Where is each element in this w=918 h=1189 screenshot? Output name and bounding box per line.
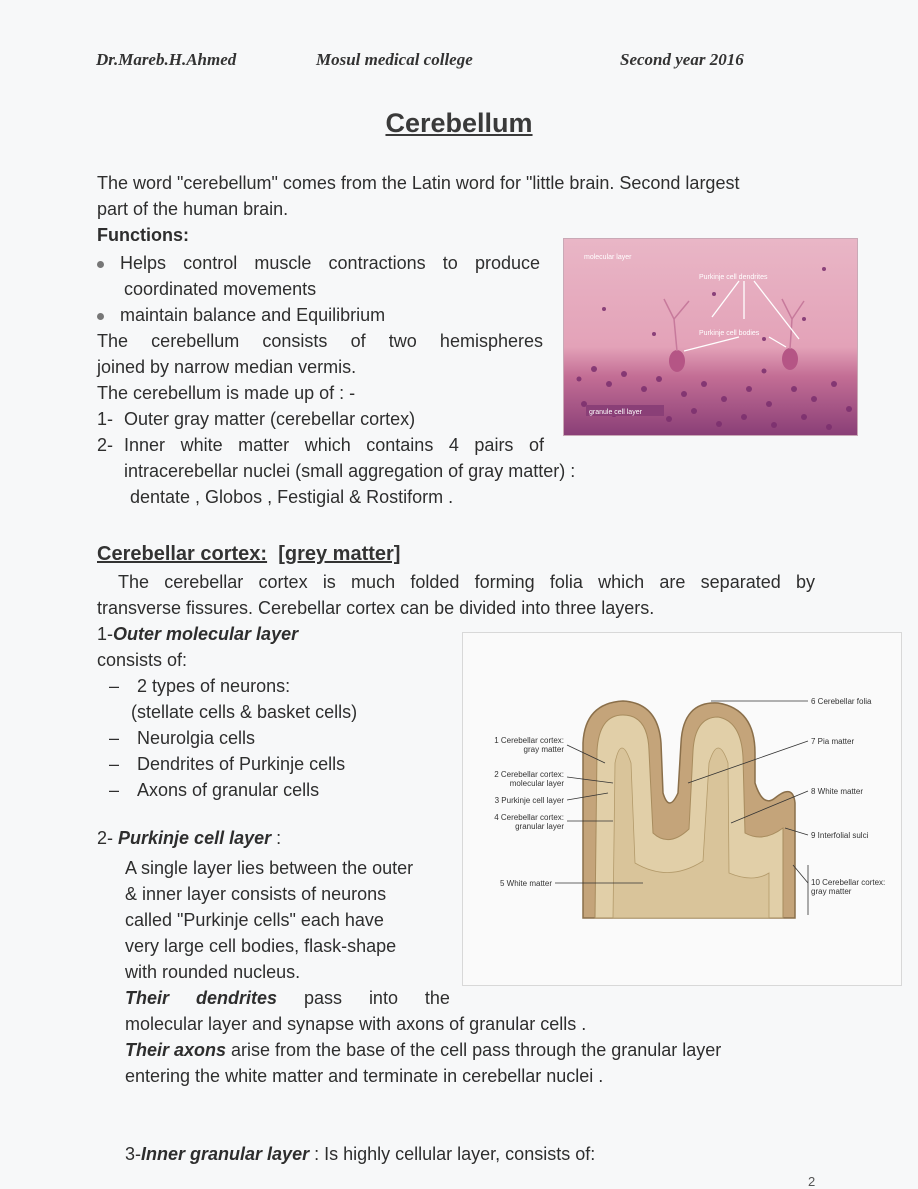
dendrites-word-5: the [424, 988, 450, 1008]
folia-drawing [463, 633, 901, 985]
fig-label-1a: 1 Cerebellar cortex: [494, 736, 564, 745]
layer-2-colon: : [276, 828, 282, 848]
fig-label-3: 3 Purkinje cell layer [494, 796, 564, 805]
dendrites-line-2: molecular layer and synapse with axons of granular cells . [125, 1014, 587, 1034]
page-number: 2 [808, 1174, 816, 1189]
list-item-1: Outer gray matter (cerebellar cortex) [124, 409, 416, 429]
purkinje-line-2: & inner layer consists of neurons [125, 884, 387, 904]
consists-line-1: The cerebellum consists of two hemispheres [97, 331, 543, 351]
page-title: Cerebellum [385, 108, 533, 138]
header-author: Dr.Mareb.H.Ahmed [96, 50, 237, 69]
function-2-text: maintain balance and Equilibrium [120, 305, 386, 325]
purkinje-line-5: with rounded nucleus. [125, 962, 301, 982]
header-college: Mosul medical college [316, 50, 473, 69]
fig-label-1b: gray matter [523, 745, 564, 754]
layer-3-num: 3- [125, 1144, 142, 1164]
intro-line-1: The word "cerebellum" comes from the Latin word for "little brain. Second largest [97, 173, 740, 193]
dash-4: – [109, 780, 120, 800]
made-up-line: The cerebellum is made up of : - [97, 383, 356, 403]
micrograph-label-molecular: molecular layer [584, 254, 632, 261]
cortex-heading-label: Cerebellar cortex: [97, 543, 268, 565]
dash-1: – [109, 676, 120, 696]
list-item-2-cont: intracerebellar nuclei (small aggregation of gray matter) : [124, 461, 576, 481]
layer-1-item-2: Neurolgia cells [137, 728, 256, 748]
layer-1-item-1-cont: (stellate cells & basket cells) [131, 702, 358, 722]
function-item-1 [97, 250, 540, 276]
fig-label-7: 7 Pia matter [811, 737, 855, 746]
layer-3-text: : Is highly cellular layer, consists of: [309, 1144, 596, 1164]
dash-2: – [109, 728, 120, 748]
axons-text: arise from the base of the cell pass through the granular layer [226, 1040, 722, 1060]
intro-line-2: part of the human brain. [97, 199, 289, 219]
dendrites-word-1: Their [125, 988, 170, 1008]
bullet-icon [97, 313, 104, 320]
cortex-para-1: The cerebellar cortex is much folded forming folia which are separated by [118, 572, 815, 592]
header-year: Second year 2016 [620, 50, 744, 69]
purkinje-line-4: very large cell bodies, flask-shape [125, 936, 397, 956]
axons-line-2: entering the white matter and terminate in cerebellar nuclei . [125, 1066, 604, 1086]
layer-1-title: Outer molecular layer [113, 624, 299, 644]
cerebellar-folia-diagram [462, 632, 902, 986]
consists-line-2: joined by narrow median vermis. [97, 357, 357, 377]
function-1-cont: coordinated movements [124, 279, 317, 299]
functions-heading: Functions: [97, 225, 189, 245]
list-item-2: Inner white matter which contains 4 pairs of [124, 435, 544, 455]
fig-label-5: 5 White matter [499, 879, 552, 888]
axons-line-1 [125, 1037, 721, 1063]
purkinje-line-3: called "Purkinje cells" each have [125, 910, 384, 930]
cortex-heading [97, 541, 400, 567]
layer-1-consists: consists of: [97, 650, 188, 670]
layer-1-item-1: 2 types of neurons: [137, 676, 291, 696]
fig-label-10a: 10 Cerebellar cortex: [811, 878, 886, 887]
dendrites-line [125, 985, 450, 1011]
fig-label-4a: 4 Cerebellar cortex: [494, 813, 564, 822]
purkinje-micrograph [563, 238, 858, 436]
bullet-icon [97, 261, 104, 268]
layer-1-item-3: Dendrites of Purkinje cells [137, 754, 346, 774]
layer-1-num: 1- [97, 624, 114, 644]
fig-label-2a: 2 Cerebellar cortex: [494, 770, 564, 779]
function-1-text: Helps control muscle contractions to produce [120, 253, 540, 273]
micrograph-label-dendrites: Purkinje cell dendrites [699, 274, 768, 281]
layer-3-title: Inner granular layer [141, 1144, 310, 1164]
dash-3: – [109, 754, 120, 774]
layer-1-heading [97, 621, 298, 647]
fig-label-2b: molecular layer [509, 779, 564, 788]
layer-2-title: Purkinje cell layer [118, 828, 272, 848]
axons-label: Their axons [125, 1040, 227, 1060]
fig-label-8: 8 White matter [811, 787, 864, 796]
layer-3-heading [125, 1141, 595, 1167]
micrograph-label-bodies: Purkinje cell bodies [699, 330, 760, 337]
dendrites-word-3: pass [303, 988, 342, 1008]
cortex-heading-bracket: [grey matter] [278, 543, 401, 565]
layer-1-item-4: Axons of granular cells [137, 780, 320, 800]
purkinje-line-1: A single layer lies between the outer [125, 858, 414, 878]
fig-label-6: 6 Cerebellar folia [811, 697, 872, 706]
layer-2-heading [97, 825, 281, 851]
micrograph-drawing [564, 239, 857, 435]
function-item-2 [97, 302, 385, 328]
fig-label-10b: gray matter [811, 887, 852, 896]
dendrites-word-4: into [368, 988, 398, 1008]
cortex-para-2: transverse fissures. Cerebellar cortex can be divided into three layers. [97, 598, 655, 618]
micrograph-label-granule: granule cell layer [589, 409, 642, 416]
fig-label-9: 9 Interfolial sulci [811, 831, 869, 840]
list-item-2-num: 2- [97, 435, 114, 455]
dendrites-word-2: dendrites [195, 988, 277, 1008]
fig-label-4b: granular layer [515, 822, 564, 831]
list-item-2-nuclei: dentate , Globos , Festigial & Rostiform . [130, 487, 454, 507]
layer-2-num: 2- [97, 828, 114, 848]
list-item-1-num: 1- [97, 409, 114, 429]
